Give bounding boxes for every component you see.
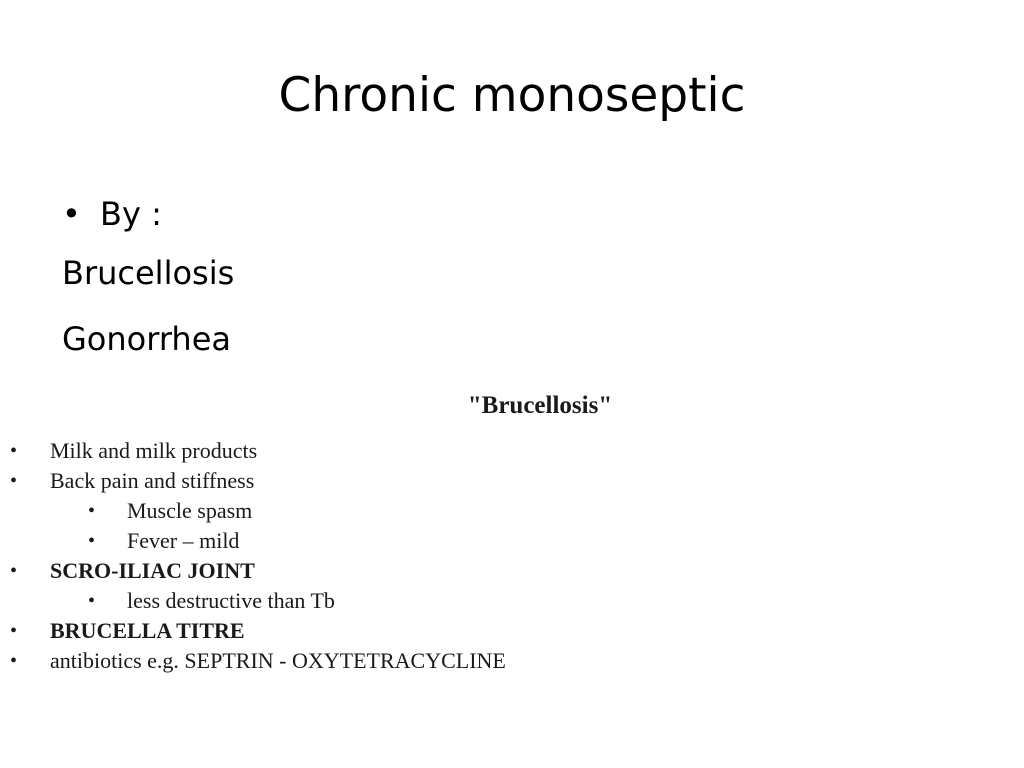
list-item-text: Fever – mild: [127, 528, 240, 553]
list-item-text: less destructive than Tb: [127, 588, 335, 613]
bullet-dot-icon: •: [10, 470, 18, 492]
bullet-item-by: [62, 188, 234, 240]
bullet-dot-icon: •: [88, 590, 96, 612]
list-item-text: Muscle spasm: [127, 498, 253, 523]
list-item-text: antibiotics e.g. SEPTRIN - OXYTETRACYCLINE: [50, 648, 506, 673]
list-item-text: Back pain and stiffness: [50, 468, 255, 493]
bullet-dot-icon: •: [10, 620, 18, 642]
slide-title: Chronic monoseptic: [278, 68, 746, 123]
bullet-dot-icon: •: [10, 650, 18, 672]
list-item-text: SCRO-ILIAC JOINT: [50, 558, 255, 583]
list-item-text: Milk and milk products: [50, 438, 258, 463]
document-heading: "Brucellosis": [467, 392, 613, 419]
bullet-dot-icon: •: [88, 500, 96, 522]
bullet-dot-icon: •: [10, 440, 18, 462]
line-gonorrhea: Gonorrhea: [62, 320, 231, 358]
line-brucellosis: Brucellosis: [62, 254, 235, 292]
bullet-text: By :: [100, 195, 162, 233]
embedded-document-image: [0, 384, 640, 684]
bullet-dot-icon: •: [10, 560, 18, 582]
bullet-dot-icon: •: [88, 530, 96, 552]
bullet-dot-icon: •: [62, 195, 81, 233]
slide-body: [62, 188, 234, 372]
list-item-text: BRUCELLA TITRE: [50, 618, 245, 643]
